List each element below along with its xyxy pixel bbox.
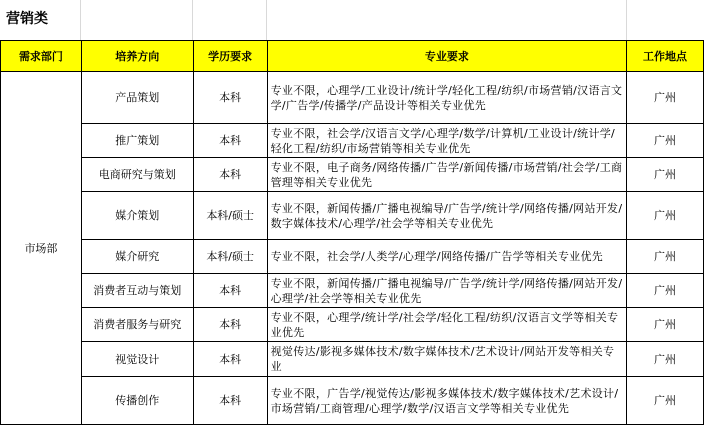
location-cell: 广州 [627,274,704,308]
major-cell: 视觉传达/影视多媒体技术/数字媒体技术/艺术设计/网站开发等相关专业 [267,342,626,377]
major-cell: 专业不限，新闻传播/广播电视编导/广告学/统计学/网络传播/网站开发/心理学/社会学等相关专业优先 [267,274,626,308]
direction-cell: 媒介策划 [81,192,193,240]
major-cell: 专业不限，电子商务/网络传播/广告学/新闻传播/市场营销/社会学/工商管理等相关专业优先 [267,158,626,192]
location-cell: 广州 [627,308,704,342]
department-cell: 市场部 [1,72,82,425]
education-cell: 本科 [193,342,267,377]
major-cell: 专业不限，心理学/工业设计/统计学/轻化工程/纺织/市场营销/汉语言文学/广告学/传播学/产品设计等相关专业优先 [267,72,626,124]
header-education: 学历要求 [193,41,267,72]
location-cell: 广州 [627,72,704,124]
location-cell: 广州 [627,158,704,192]
header-direction: 培养方向 [81,41,193,72]
location-cell: 广州 [627,342,704,377]
direction-cell: 媒介研究 [81,240,193,274]
education-cell: 本科 [193,274,267,308]
header-major: 专业要求 [267,41,626,72]
direction-cell: 消费者服务与研究 [81,308,193,342]
header-row [1,41,704,72]
grid-line [626,0,627,40]
direction-cell: 产品策划 [81,72,193,124]
table-row [1,158,704,192]
grid-line [80,0,81,40]
education-cell: 本科 [193,308,267,342]
location-cell: 广州 [627,124,704,158]
major-cell: 专业不限，社会学/汉语言文学/心理学/数学/计算机/工业设计/统计学/轻化工程/纺织/市场营销等相关专业优先 [267,124,626,158]
direction-cell: 消费者互动与策划 [81,274,193,308]
header-location: 工作地点 [627,41,704,72]
education-cell: 本科/硕士 [193,240,267,274]
major-cell: 专业不限，社会学/人类学/心理学/网络传播/广告学等相关专业优先 [267,240,626,274]
location-cell: 广州 [627,377,704,425]
direction-cell: 推广策划 [81,124,193,158]
sheet-title: 营销类 [6,11,48,27]
table-row [1,124,704,158]
table-row [1,240,704,274]
grid-line [192,0,193,40]
education-cell: 本科 [193,124,267,158]
education-cell: 本科 [193,377,267,425]
table-row [1,192,704,240]
education-cell: 本科 [193,72,267,124]
education-cell: 本科 [193,158,267,192]
major-cell: 专业不限，心理学/统计学/社会学/轻化工程/纺织/汉语言文学等相关专业优先 [267,308,626,342]
major-cell: 专业不限，广告学/视觉传达/影视多媒体技术/数字媒体技术/艺术设计/市场营销/工商管理/心理学/数学/汉语言文学等相关专业优先 [267,377,626,425]
direction-cell: 传播创作 [81,377,193,425]
recruitment-table [0,40,704,425]
education-cell: 本科/硕士 [193,192,267,240]
direction-cell: 视觉设计 [81,342,193,377]
major-cell: 专业不限，新闻传播/广播电视编导/广告学/统计学/网络传播/网站开发/数字媒体技术/心理学/社会学等相关专业优先 [267,192,626,240]
table-row [1,342,704,377]
table-row [1,274,704,308]
table-row [1,72,704,124]
grid-line [266,0,267,40]
location-cell: 广州 [627,240,704,274]
table-row [1,377,704,425]
location-cell: 广州 [627,192,704,240]
header-department: 需求部门 [1,41,82,72]
direction-cell: 电商研究与策划 [81,158,193,192]
table-row [1,308,704,342]
